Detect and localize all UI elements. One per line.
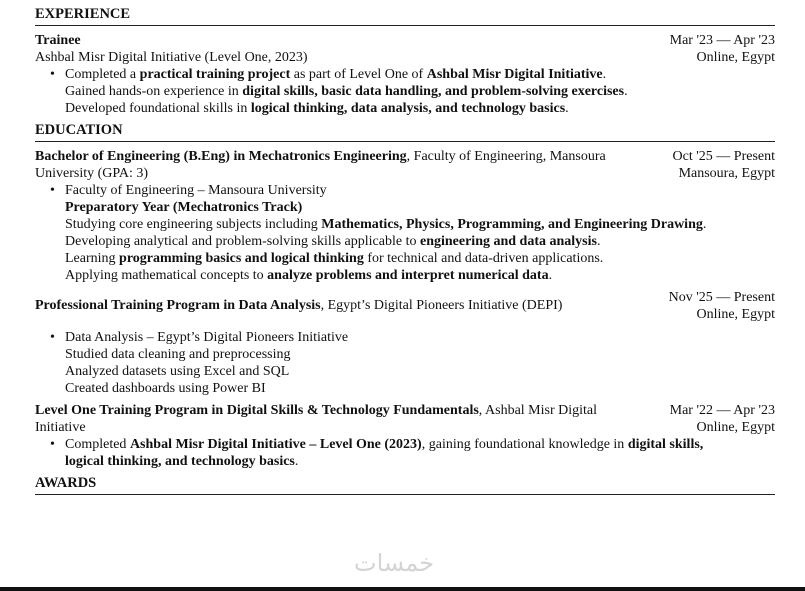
entry-dates: Mar '22 — Apr '23: [669, 403, 775, 418]
entry-dates: Nov '25 — Present: [668, 290, 775, 305]
experience-entry-trainee: [35, 32, 775, 117]
bullet-dot-icon: •: [50, 330, 55, 345]
entry-location: Mansoura, Egypt: [678, 166, 775, 181]
bullet-dot-icon: •: [50, 183, 55, 198]
resume-page: [35, 6, 775, 501]
list-item: • Completed Ashbal Misr Digital Initiative – Level One (2023), gaining foundational knowledge in digital skills, logical thinking, and technology basics.: [50, 437, 704, 469]
entry-line: Developed foundational skills in logical thinking, data analysis, and technology basics.: [65, 101, 569, 116]
entry-line: Studying core engineering subjects including Mathematics, Physics, Programming, and Engineering Drawing.: [65, 217, 707, 232]
section-title-experience: EXPERIENCE: [35, 6, 775, 26]
list-item: • Faculty of Engineering – Mansoura University: [50, 183, 327, 198]
entry-line: Developing analytical and problem-solving skills applicable to engineering and data analysis.: [65, 234, 601, 249]
entry-location: Online, Egypt: [696, 50, 775, 65]
list-item: • Data Analysis – Egypt’s Digital Pioneers Initiative: [50, 330, 349, 345]
entry-title: Professional Training Program in Data Analysis: [35, 298, 321, 313]
entry-line: Created dashboards using Power BI: [65, 381, 266, 396]
entry-location: Online, Egypt: [696, 420, 775, 435]
education-entry-depi: Professional Training Program in Data Analysis, Egypt’s Digital Pioneers Initiative (DEPI) Nov '25 — Present Online, Egypt • Data Analysis – Egypt’s Digital Pioneers Initiative Studied data cleaning and preprocessing Analyzed datasets using Excel and SQL Created dashboards using Power BI: [35, 290, 775, 396]
entry-org: Ashbal Misr Digital Initiative (Level One, 2023): [35, 50, 308, 65]
list-item: • Completed a practical training project as part of Level One of Ashbal Misr Digital Initiative.: [50, 67, 607, 82]
bullet-dot-icon: •: [50, 437, 55, 452]
section-title-awards: AWARDS: [35, 475, 775, 495]
entry-line: Learning programming basics and logical thinking for technical and data-driven applications.: [65, 251, 604, 266]
entry-title: Bachelor of Engineering (B.Eng) in Mechatronics Engineering: [35, 149, 407, 164]
page-bottom-rule: [0, 587, 805, 591]
entry-title: Level One Training Program in Digital Skills & Technology Fundamentals: [35, 403, 479, 418]
watermark-logo: خمسات: [354, 549, 435, 577]
section-title-education: EDUCATION: [35, 122, 775, 142]
education-entry-degree: Bachelor of Engineering (B.Eng) in Mechatronics Engineering, Faculty of Engineering, Mansoura University (GPA: 3) Oct '25 — Present Mansoura, Egypt • Faculty of Engineering – Mansoura University Preparatory Year (Mechatronics Track) Studying core engineering subjects including Mathematics, Physics, Programming, and Engineering Drawing. Developing analytical and problem-solving skills applicable to engineering and data analysis. Learning programming basics and logical thinking for technical and data-driven applications. Applying mathematical concepts to analyze problems and interpret numerical data.: [35, 149, 775, 283]
entry-line: Studied data cleaning and preprocessing: [65, 347, 291, 362]
entry-role: Trainee: [35, 33, 81, 48]
entry-line: Analyzed datasets using Excel and SQL: [65, 364, 290, 379]
education-entry-level-one: Level One Training Program in Digital Skills & Technology Fundamentals, Ashbal Misr Digital Initiative Mar '22 — Apr '23 Online, Egypt • Completed Ashbal Misr Digital Initiative – Level One (2023), gaining foundational knowledge in digital skills, logical thinking, and technology basics.: [35, 403, 775, 469]
entry-subtitle: Preparatory Year (Mechatronics Track): [65, 200, 303, 215]
bullet-dot-icon: •: [50, 67, 55, 82]
entry-dates: Mar '23 — Apr '23: [669, 33, 775, 48]
entry-line: Applying mathematical concepts to analyze problems and interpret numerical data.: [65, 268, 553, 283]
entry-location: Online, Egypt: [696, 307, 775, 322]
entry-line: Gained hands-on experience in digital skills, basic data handling, and problem-solving exercises.: [65, 84, 628, 99]
entry-bullets: [35, 66, 775, 83]
entry-dates: Oct '25 — Present: [672, 149, 775, 164]
